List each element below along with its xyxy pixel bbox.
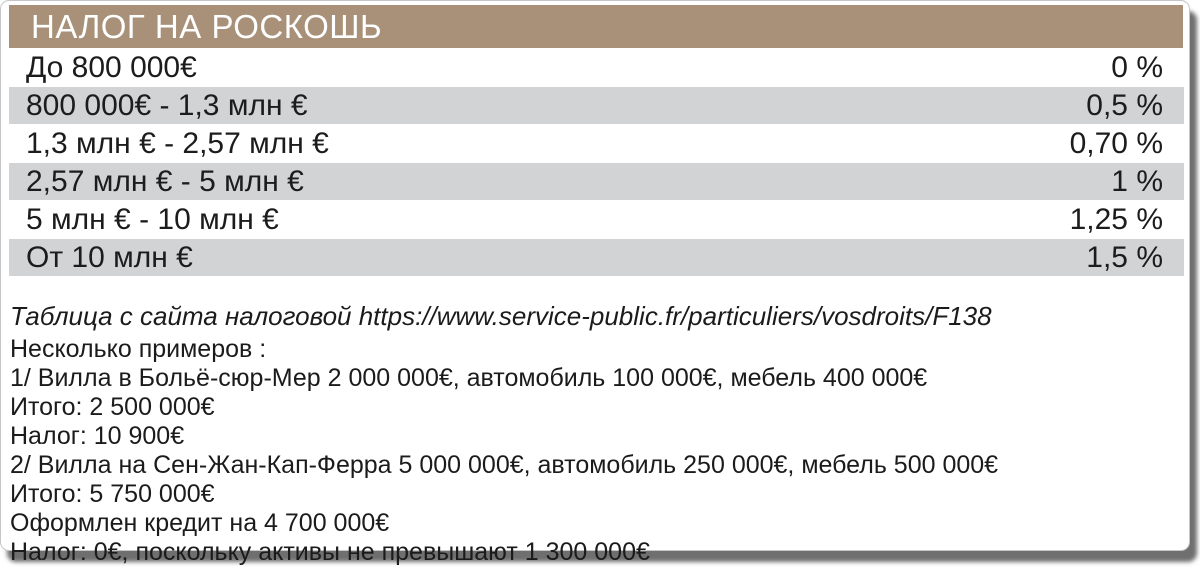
examples-intro: Несколько примеров : [10, 335, 267, 363]
bracket-rate: 1,25 % [1069, 202, 1163, 236]
example-1-tax: Налог: 10 900€ [10, 422, 185, 450]
bracket-range: 5 млн € - 10 млн € [26, 202, 279, 236]
example-2-tax: Налог: 0€, поскольку активы не превышают 1 300 000€ [10, 538, 650, 566]
notes-section [10, 300, 1179, 567]
tax-bracket-row-1 [9, 49, 1184, 86]
bracket-rate: 1 % [1111, 164, 1163, 198]
tax-bracket-row-4 [9, 163, 1184, 200]
bracket-rate: 0,5 % [1086, 88, 1163, 122]
example-2-credit: Оформлен кредит на 4 700 000€ [10, 509, 390, 537]
source-caption: Таблица с сайта налоговой https://www.service-public.fr/particuliers/vosdroits/F138 [10, 301, 992, 331]
tax-bracket-row-6 [9, 239, 1184, 276]
tax-bracket-row-2 [9, 87, 1184, 124]
tax-table [9, 49, 1184, 276]
bracket-range: От 10 млн € [26, 240, 193, 274]
bracket-range: 800 000€ - 1,3 млн € [26, 88, 308, 122]
page-title: НАЛОГ НА РОСКОШЬ [31, 8, 383, 45]
bracket-range: 1,3 млн € - 2,57 млн € [26, 126, 329, 160]
example-2-total: Итого: 5 750 000€ [10, 480, 215, 508]
example-2-description: 2/ Вилла на Сен-Жан-Кап-Ферра 5 000 000€, автомобиль 250 000€, мебель 500 000€ [10, 451, 999, 479]
bracket-rate: 1,5 % [1086, 240, 1163, 274]
example-1-total: Итого: 2 500 000€ [10, 393, 215, 421]
tax-bracket-row-3 [9, 125, 1184, 162]
bracket-rate: 0,70 % [1069, 126, 1163, 160]
tax-bracket-row-5 [9, 201, 1184, 238]
bracket-range: До 800 000€ [26, 50, 197, 84]
bracket-range: 2,57 млн € - 5 млн € [26, 164, 304, 198]
table-header [9, 5, 1183, 48]
example-1-description: 1/ Вилла в Больё-сюр-Мер 2 000 000€, автомобиль 100 000€, мебель 400 000€ [10, 364, 928, 392]
bracket-rate: 0 % [1111, 50, 1163, 84]
